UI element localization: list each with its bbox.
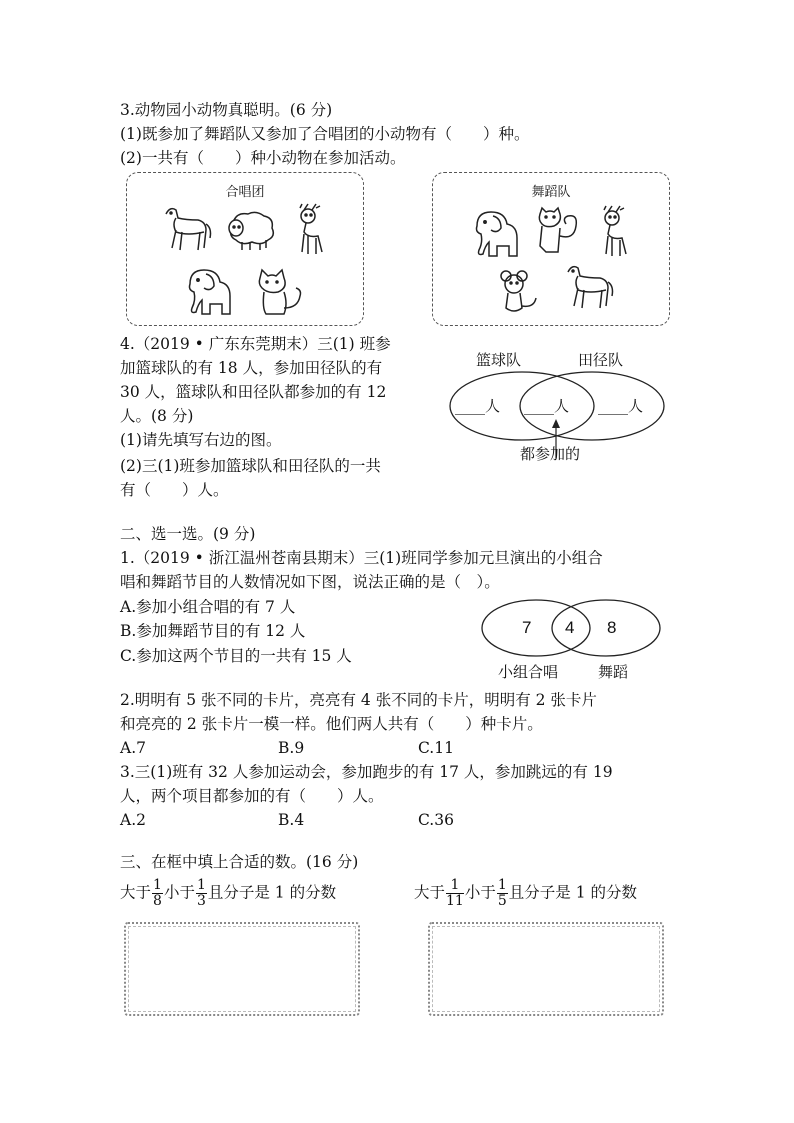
chorus-label: 合唱团 <box>225 185 265 200</box>
section3-title: 三、在框中填上合适的数。(16 分) <box>120 853 359 871</box>
frac-den: 3 <box>196 893 206 909</box>
q3-title: 3.动物园小动物真聪明。(6 分) <box>120 101 333 119</box>
s2q2-optB: B.9 <box>278 739 305 757</box>
q4-line4: 人。(8 分) <box>120 407 194 425</box>
s2q2-optA: A.7 <box>120 739 146 757</box>
q3-sub1: (1)既参加了舞蹈队又参加了合唱团的小动物有（ ）种。 <box>120 125 530 143</box>
frac-num: 1 <box>497 877 507 893</box>
venn-blank-right: ____人 <box>598 397 644 415</box>
q4-line2: 加篮球队的有 18 人，参加田径队的有 <box>120 359 383 377</box>
venn-left-label: 篮球队 <box>476 351 522 369</box>
s3-left-prompt <box>120 878 336 909</box>
answer-box-left[interactable] <box>124 922 360 1016</box>
squirrel-icon <box>532 206 580 258</box>
s2q1-line1: 1.（2019 • 浙江温州苍南县期末）三(1)班同学参加元旦演出的小组合 <box>120 549 603 567</box>
s2q1-optA: A.参加小组合唱的有 7 人 <box>120 598 296 616</box>
deer-icon <box>290 202 330 258</box>
s2q1-optC: C.参加这两个节目的一共有 15 人 <box>120 647 352 665</box>
s2q3-line2: 人，两个项目都参加的有（ ）人。 <box>120 787 384 805</box>
fraction-1-3 <box>196 878 207 909</box>
frac-den: 11 <box>446 893 464 909</box>
s2q2-optC: C.11 <box>418 739 454 757</box>
venn2-left-label: 小组合唱 <box>498 663 559 681</box>
s3-right-p1: 大于 <box>414 883 446 902</box>
fraction-1-5 <box>497 878 508 909</box>
s2q1-line2: 唱和舞蹈节目的人数情况如下图，说法正确的是（ ）。 <box>120 573 500 591</box>
s3-left-p2: 小于 <box>163 883 195 902</box>
cat-icon <box>254 268 308 318</box>
horse-icon <box>560 262 616 314</box>
s2q3-optB: B.4 <box>278 811 305 829</box>
venn2-left-value: 7 <box>522 618 532 637</box>
s2q2-line1: 2.明明有 5 张不同的卡片，亮亮有 4 张不同的卡片，明明有 2 张卡片 <box>120 691 597 709</box>
s2q3-line1: 3.三(1)班有 32 人参加运动会，参加跑步的有 17 人，参加跳远的有 19 <box>120 763 613 781</box>
s2q1-optB: B.参加舞蹈节目的有 12 人 <box>120 622 306 640</box>
s2q2-line2: 和亮亮的 2 张卡片一模一样。他们两人共有（ ）种卡片。 <box>120 715 543 733</box>
fraction-1-8 <box>152 878 163 909</box>
sheep-icon <box>220 208 280 254</box>
elephant-icon <box>180 264 236 320</box>
elephant-icon <box>466 206 524 262</box>
q4-sub2a: (2)三(1)班参加篮球队和田径队的一共 <box>120 457 381 475</box>
s2q3-optA: A.2 <box>120 811 146 829</box>
fraction-1-11 <box>446 878 464 909</box>
mouse-icon <box>494 268 540 316</box>
deer-icon <box>594 204 634 260</box>
answer-box-right[interactable] <box>428 922 664 1016</box>
venn-blank-mid: ____人 <box>524 397 570 415</box>
venn-blank-left: ____人 <box>455 397 501 415</box>
venn-arrow-label: 都参加的 <box>520 445 581 463</box>
arrow-head-icon <box>552 419 560 428</box>
venn2-mid-value: 4 <box>565 618 575 637</box>
section2-title: 二、选一选。(9 分) <box>120 525 256 543</box>
frac-den: 8 <box>153 893 162 909</box>
venn2-right-value: 8 <box>607 618 617 637</box>
s3-right-prompt <box>414 878 637 909</box>
q3-sub2: (2)一共有（ ）种小动物在参加活动。 <box>120 149 406 167</box>
s3-left-p3: 且分子是 1 的分数 <box>207 883 337 902</box>
frac-num: 1 <box>153 877 162 893</box>
frac-num: 1 <box>446 878 464 894</box>
q4-line1: 4.（2019 • 广东东莞期末）三(1) 班参 <box>120 335 391 353</box>
s3-right-p2: 小于 <box>464 883 496 902</box>
q4-sub1: (1)请先填写右边的图。 <box>120 431 282 449</box>
s2q3-optC: C.36 <box>418 811 454 829</box>
s3-left-p1: 大于 <box>120 883 152 902</box>
q4-sub2b: 有（ ）人。 <box>120 481 229 499</box>
frac-num: 1 <box>196 877 206 893</box>
horse-icon <box>158 204 214 256</box>
frac-den: 5 <box>497 893 507 909</box>
venn-right-label: 田径队 <box>578 351 624 369</box>
q4-line3: 30 人，篮球队和田径队都参加的有 12 <box>120 383 387 401</box>
s3-right-p3: 且分子是 1 的分数 <box>508 883 637 902</box>
venn2-right-label: 舞蹈 <box>598 663 629 681</box>
dance-label: 舞蹈队 <box>531 185 571 200</box>
